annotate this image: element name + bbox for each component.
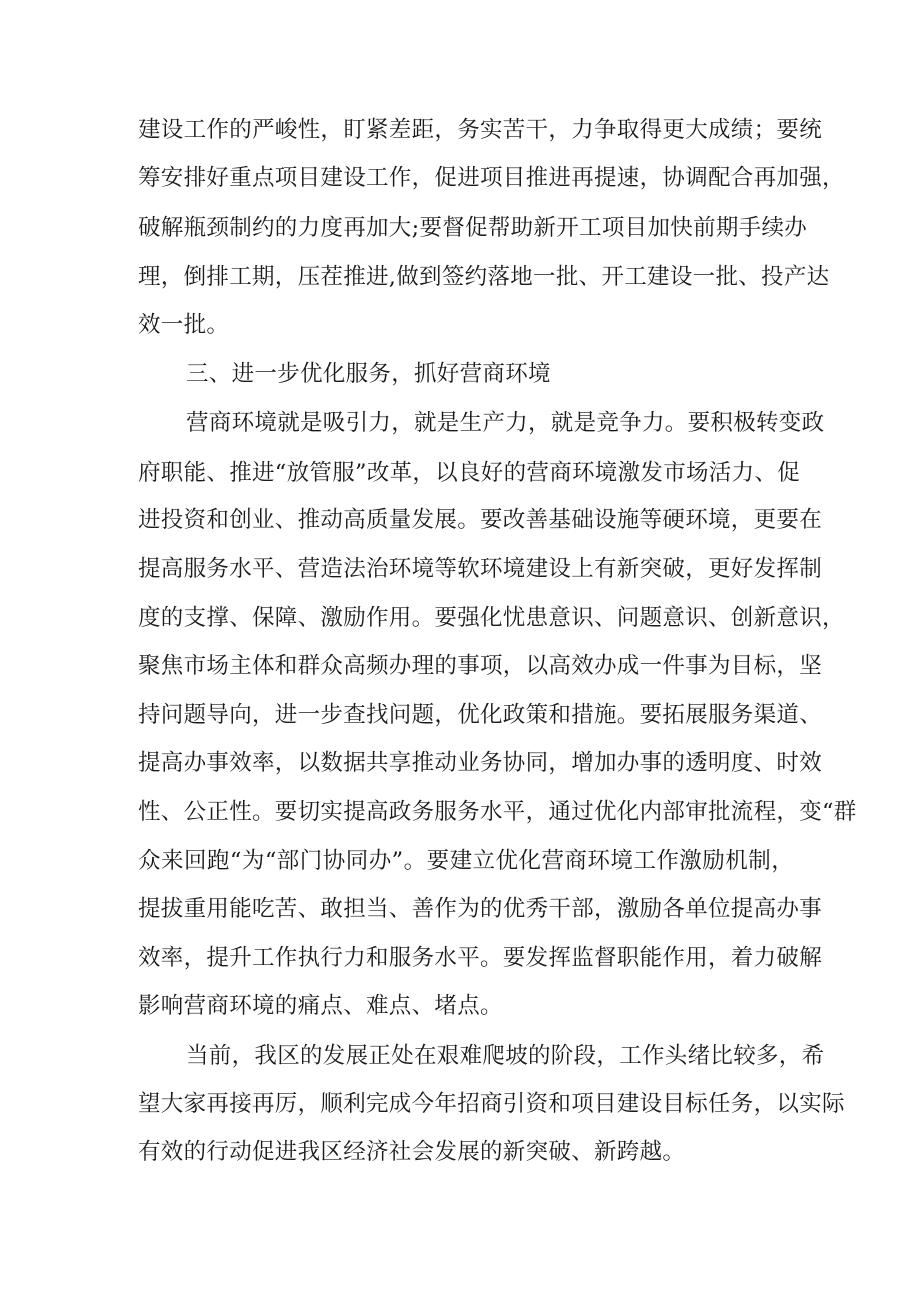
body-text-line: 理，倒排工期，压茬推进,做到签约落地一批、开工建设一批、投产达 — [138, 264, 830, 290]
body-text-line: 进投资和创业、推动高质量发展。要改善基础设施等硬环境，更要在 — [138, 507, 823, 533]
body-text-line: 性、公正性。要切实提高政务服务水平，通过优化内部审批流程，变“群 — [138, 799, 857, 825]
body-text-line: 持问题导向，进一步查找问题，优化政策和措施。要拓展服务渠道、 — [138, 702, 823, 728]
body-text-line: 聚焦市场主体和群众高频办理的事项，以高效办成一件事为目标，坚 — [138, 653, 823, 679]
body-text-line: 提高服务水平、营造法治环境等软环境建设上有新突破，更好发挥制 — [138, 556, 823, 582]
body-text-line: 提拔重用能吃苦、敢担当、善作为的优秀干部，激励各单位提高办事 — [138, 896, 823, 922]
section-heading: 三、进一步优化服务，抓好营商环境 — [186, 361, 551, 387]
body-text-line: 效率，提升工作执行力和服务水平。要发挥监督职能作用，着力破解 — [138, 945, 823, 971]
body-text-line: 影响营商环境的痛点、难点、堵点。 — [138, 993, 503, 1019]
body-text-line: 望大家再接再厉，顺利完成今年招商引资和项目建设目标任务，以实际 — [138, 1091, 845, 1117]
body-text-line: 效一批。 — [138, 312, 230, 338]
body-text-line: 众来回跑“为“部门协同办”。要建立优化营商环境工作激励机制， — [138, 848, 794, 874]
body-text-line: 破解瓶颈制约的力度再加大;要督促帮助新开工项目加快前期手续办 — [138, 215, 808, 241]
body-text-line: 当前，我区的发展正处在艰难爬坡的阶段，工作头绪比较多，希 — [186, 1043, 825, 1069]
body-text-line: 筹安排好重点项目建设工作，促进项目推进再提速，协调配合再加强， — [138, 165, 845, 191]
body-text-line: 建设工作的严峻性，盯紧差距，务实苦干，力争取得更大成绩；要统 — [138, 117, 823, 143]
body-text-line: 营商环境就是吸引力，就是生产力，就是竞争力。要积极转变政 — [186, 410, 825, 436]
body-text-line: 度的支撑、保障、激励作用。要强化忧患意识、问题意识、创新意识， — [138, 605, 845, 631]
body-text-line: 提高办事效率，以数据共享推动业务协同，增加办事的透明度、时效 — [138, 750, 823, 776]
body-text-line: 有效的行动促进我区经济社会发展的新突破、新跨越。 — [138, 1139, 686, 1165]
body-text-line: 府职能、推进“放管服”改革，以良好的营商环境激发市场活力、促 — [138, 460, 801, 486]
